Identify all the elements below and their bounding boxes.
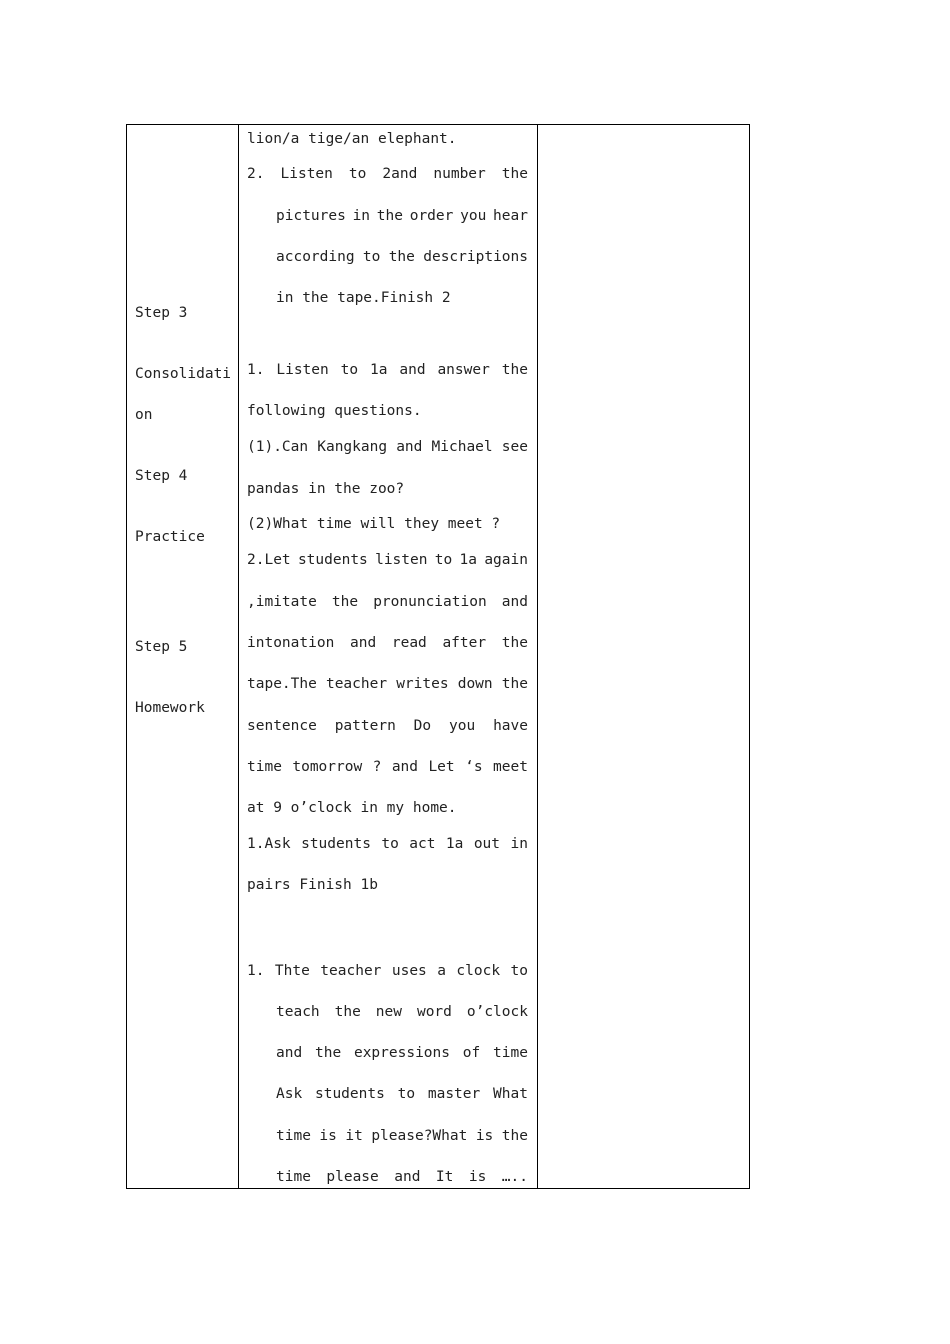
text-line: following questions. [247,403,422,419]
text-line: at 9 o’clock in my home. [247,800,457,816]
consolidation-label-part1: Consolidati [135,366,232,382]
step3-label: Step 3 [135,305,188,321]
text-line: time is it please?What is the [276,1128,528,1144]
text-line: pandas in the zoo? [247,481,405,497]
text-line: 1. Thte teacher uses a clock to [247,963,528,979]
text-line: pictures in the order you hear [276,208,528,224]
column-divider [537,125,538,1188]
text-line: according to the descriptions [276,249,528,265]
text-line: teach the new word o’clock [276,1004,528,1020]
lesson-table [126,124,750,1189]
text-line: tape.The teacher writes down the [247,676,528,692]
text-line: (2)What time will they meet ? [247,516,501,532]
column-divider [238,125,239,1188]
text-line: (1).Can Kangkang and Michael see [247,439,528,455]
text-line: pairs Finish 1b [247,877,378,893]
text-line: intonation and read after the [247,635,528,651]
consolidation-label-part2: on [135,407,153,423]
text-line: time please and It is ….. [276,1169,528,1185]
step5-label: Step 5 [135,639,188,655]
text-line: 1. Listen to 1a and answer the [247,362,528,378]
text-line: lion/a tige/an elephant. [247,131,457,147]
text-line: 1.Ask students to act 1a out in [247,836,528,852]
text-line: Ask students to master What [276,1086,528,1102]
text-line: time tomorrow ? and Let ‘s meet [247,759,528,775]
text-line: and the expressions of time [276,1045,528,1061]
practice-label: Practice [135,529,205,545]
text-line: in the tape.Finish 2 [276,290,451,306]
text-line: 2. Listen to 2and number the [247,166,528,182]
text-line: 2.Let students listen to 1a again [247,552,528,568]
text-line: ,imitate the pronunciation and [247,594,528,610]
step4-label: Step 4 [135,468,188,484]
homework-label: Homework [135,700,205,716]
text-line: sentence pattern Do you have [247,718,528,734]
